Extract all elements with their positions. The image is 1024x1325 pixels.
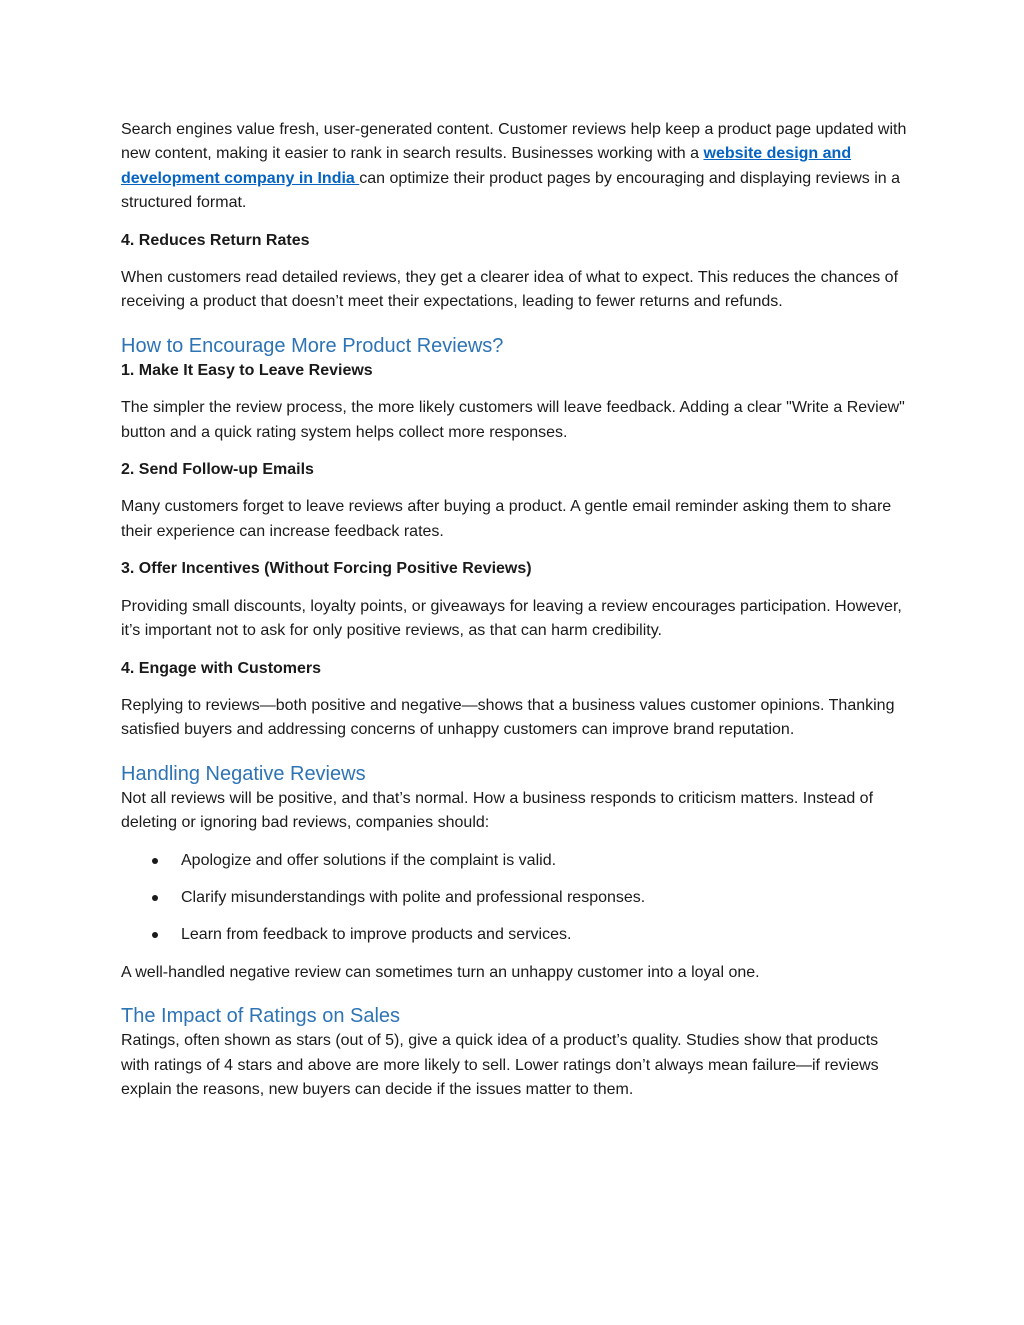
list-item <box>121 886 911 910</box>
encourage-item-4-body: Replying to reviews—both positive and negative—shows that a business values customer opinions. Thanking satisfied buyers and addressing concerns of unhappy customers can improve brand reputation. <box>121 696 895 739</box>
encourage-item-1-title: 1. Make It Easy to Leave Reviews <box>121 361 373 379</box>
bullet-icon <box>152 932 158 938</box>
encourage-item-1-body: The simpler the review process, the more likely customers will leave feedback. Adding a clear "Write a Review" button and a quick rating system helps collect more responses. <box>121 399 905 441</box>
list-item-text: Clarify misunderstandings with polite and professional responses. <box>181 888 646 906</box>
intro-paragraph <box>121 118 911 216</box>
encourage-item-3-body: Providing small discounts, loyalty points, or giveaways for leaving a review encourages participation. However, it’s important not to ask for only positive reviews, as that can harm credibility. <box>121 597 902 640</box>
benefit-4-body: When customers read detailed reviews, they get a clearer idea of what to expect. This reduces the chances of receiving a product that doesn’t meet their expectations, leading to fewer returns and refunds. <box>121 269 899 311</box>
intro-text-after-link: can optimize their product pages by encouraging and displaying reviews in a structured format. <box>121 169 901 212</box>
bullet-icon <box>152 858 158 864</box>
list-item-text: Apologize and offer solutions if the complaint is valid. <box>181 851 557 869</box>
encourage-item-3-title: 3. Offer Incentives (Without Forcing Positive Reviews) <box>121 560 532 578</box>
negative-reviews-list <box>121 849 911 948</box>
website-design-link[interactable]: website design and development company in India <box>121 145 852 187</box>
encourage-item-2-title: 2. Send Follow-up Emails <box>121 461 314 479</box>
document-page <box>121 118 911 1115</box>
negative-reviews-intro: Not all reviews will be positive, and that’s normal. How a business responds to criticism matters. Instead of deleting or ignoring bad reviews, companies should: <box>121 789 874 832</box>
list-item-text: Learn from feedback to improve products and services. <box>181 926 572 944</box>
benefit-4-title: 4. Reduces Return Rates <box>121 231 310 249</box>
list-item <box>121 849 911 873</box>
encourage-reviews-heading: How to Encourage More Product Reviews? <box>121 334 504 357</box>
ratings-body: Ratings, often shown as stars (out of 5), give a quick idea of a product’s quality. Studies show that products with ratings of 4 stars and above are more likely to sell. Lower ratings don’t always mean failure—if reviews explain the reasons, new buyers can decide if the issues matter to them. <box>121 1032 879 1098</box>
encourage-item-4-title: 4. Engage with Customers <box>121 659 322 677</box>
negative-reviews-heading: Handling Negative Reviews <box>121 762 366 785</box>
negative-reviews-closing: A well-handled negative review can sometimes turn an unhappy customer into a loyal one. <box>121 963 760 981</box>
encourage-item-2-body: Many customers forget to leave reviews after buying a product. A gentle email reminder asking them to share their experience can increase feedback rates. <box>121 498 892 540</box>
intro-text-before-link: Search engines value fresh, user-generated content. Customer reviews help keep a product page updated with new content, making it easier to rank in search results. Businesses working with a <box>121 121 907 163</box>
bullet-icon <box>152 895 158 901</box>
ratings-heading: The Impact of Ratings on Sales <box>121 1005 401 1028</box>
list-item <box>121 923 911 947</box>
